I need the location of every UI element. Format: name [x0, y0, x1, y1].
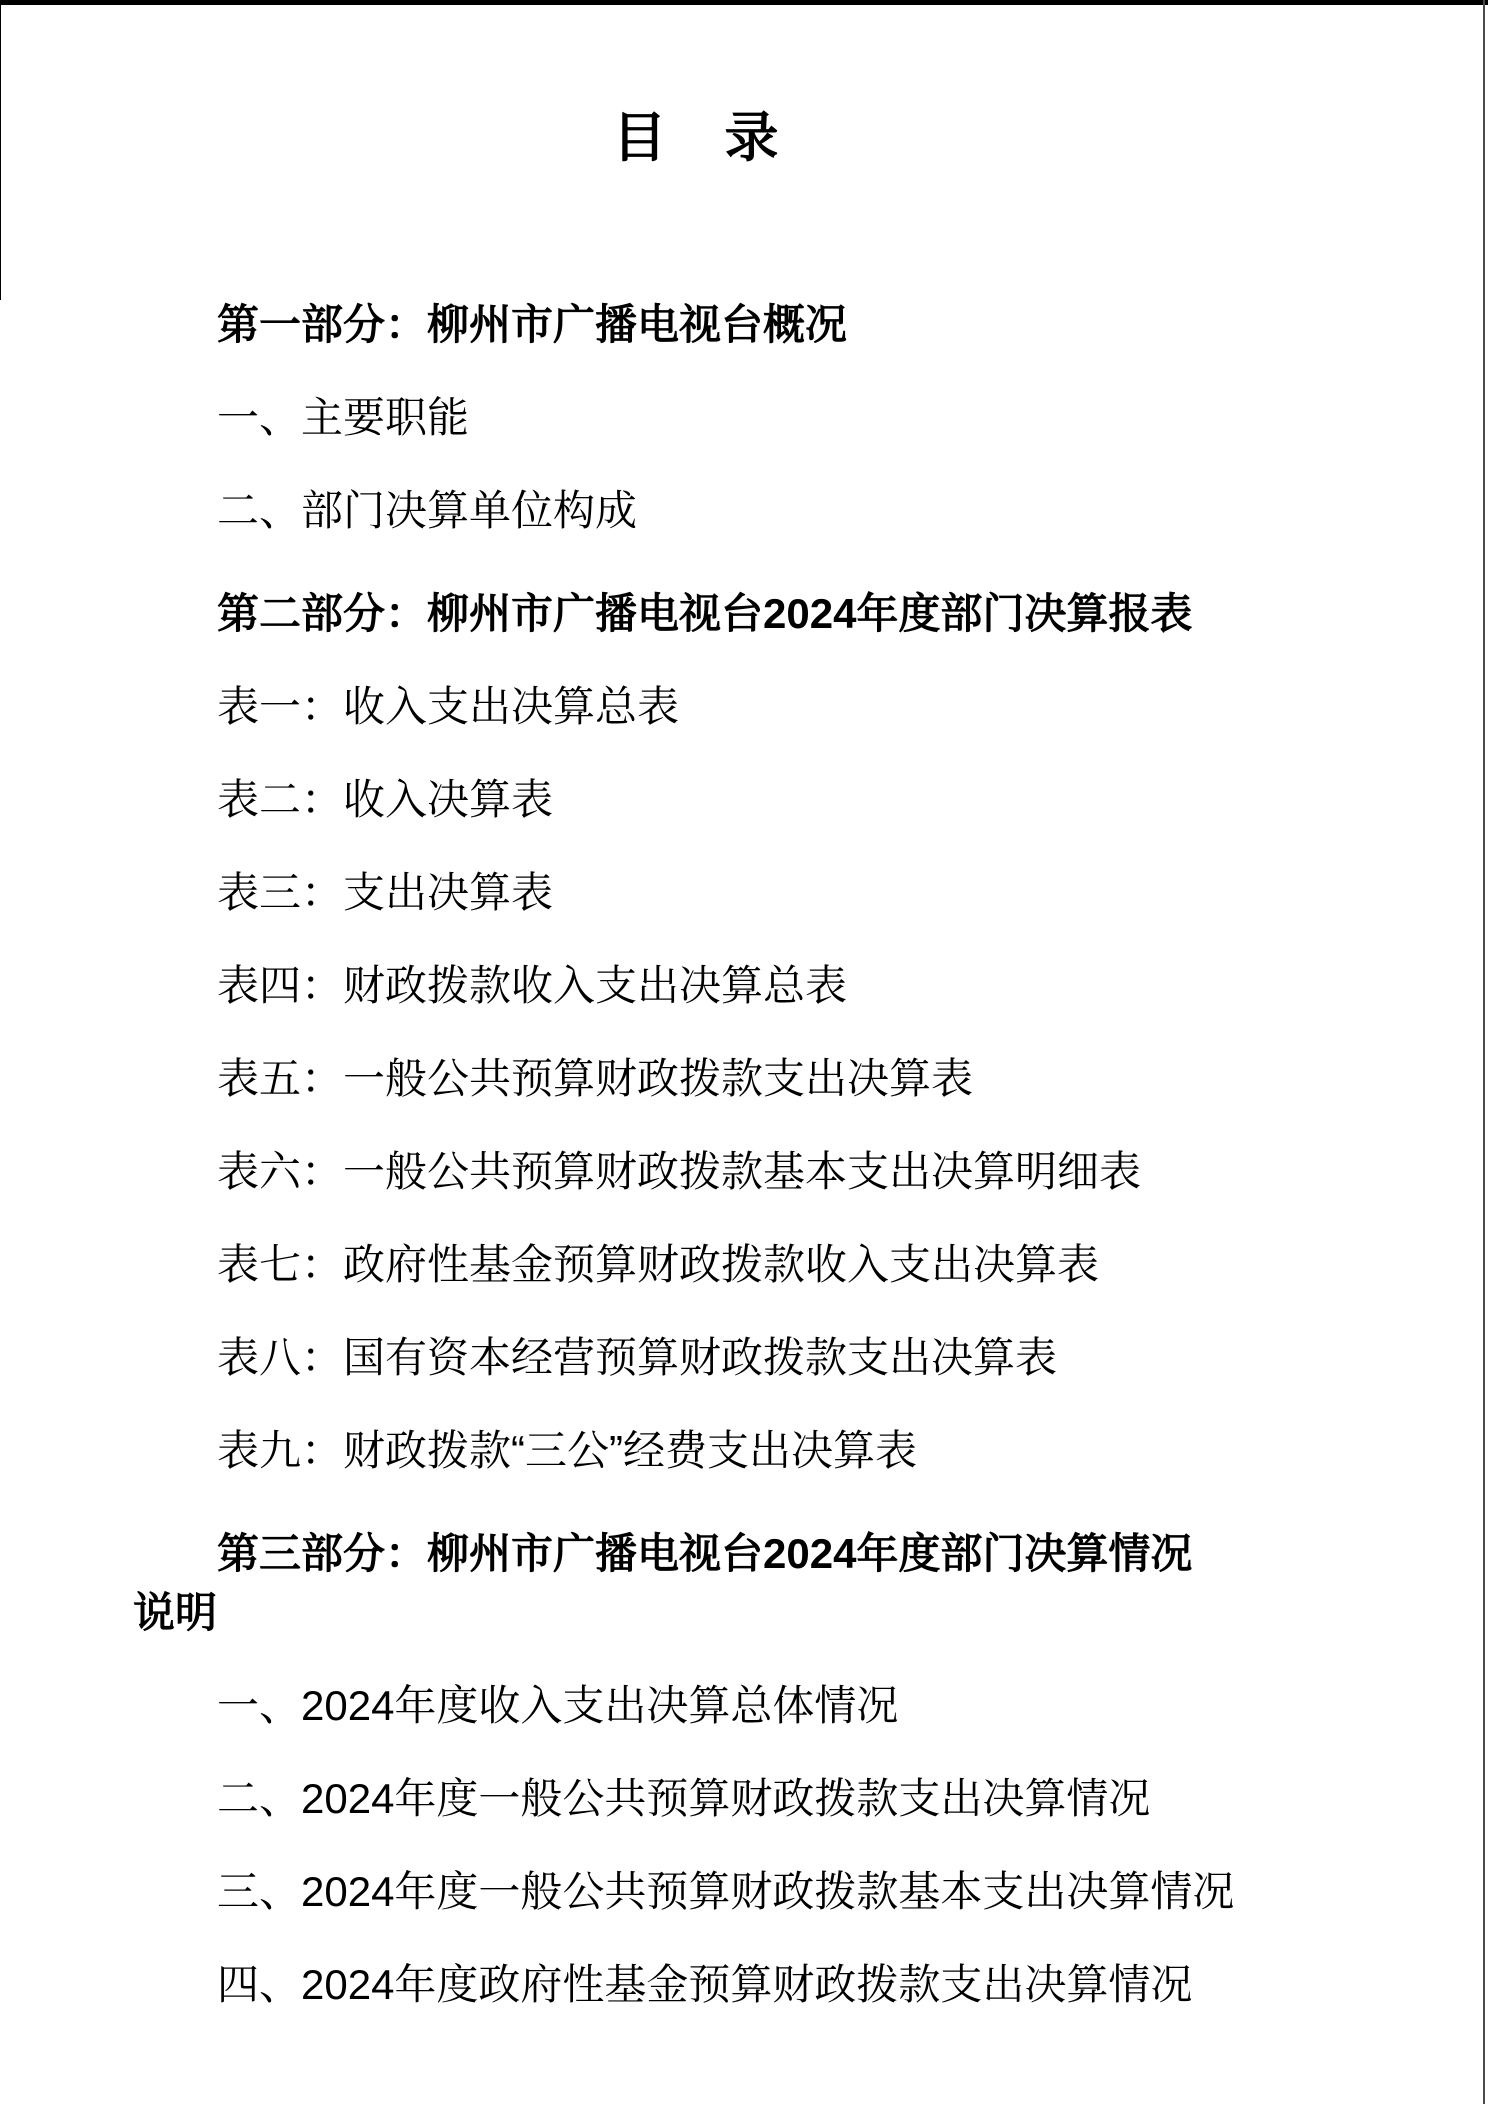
toc-item-table-1: 表一：收入支出决算总表: [217, 683, 680, 730]
toc-item-table-8: 表八：国有资本经营预算财政拨款支出决算表: [217, 1334, 1058, 1381]
toc-item-table-5: 表五：一般公共预算财政拨款支出决算表: [217, 1055, 974, 1102]
toc-item-note-2: 二、2024年度一般公共预算财政拨款支出决算情况: [217, 1775, 1151, 1822]
toc-part-3-heading-line-1: 第三部分：柳州市广播电视台2024年度部门决算情况: [217, 1530, 1193, 1577]
toc-item-table-4: 表四：财政拨款收入支出决算总表: [217, 962, 848, 1009]
toc-item-table-9: 表九：财政拨款“三公”经费支出决算表: [217, 1427, 917, 1474]
toc-item-table-3: 表三：支出决算表: [217, 869, 554, 916]
toc-item-table-6: 表六：一般公共预算财政拨款基本支出决算明细表: [217, 1148, 1142, 1195]
toc-part-1-heading: 第一部分：柳州市广播电视台概况: [217, 301, 848, 348]
toc-item-note-4: 四、2024年度政府性基金预算财政拨款支出决算情况: [217, 1961, 1193, 2008]
toc-item-table-2: 表二：收入决算表: [217, 776, 554, 823]
toc-part-3-heading-line-2: 说明: [133, 1589, 218, 1636]
toc-item-unit-composition: 二、部门决算单位构成: [217, 487, 638, 534]
page-title: 目 录: [612, 105, 781, 169]
toc-item-table-7: 表七：政府性基金预算财政拨款收入支出决算表: [217, 1241, 1100, 1288]
toc-item-note-1: 一、2024年度收入支出决算总体情况: [217, 1682, 899, 1729]
toc-item-main-duties: 一、主要职能: [217, 394, 470, 441]
toc-item-note-3: 三、2024年度一般公共预算财政拨款基本支出决算情况: [217, 1868, 1235, 1915]
toc-part-2-heading: 第二部分：柳州市广播电视台2024年度部门决算报表: [217, 590, 1193, 637]
